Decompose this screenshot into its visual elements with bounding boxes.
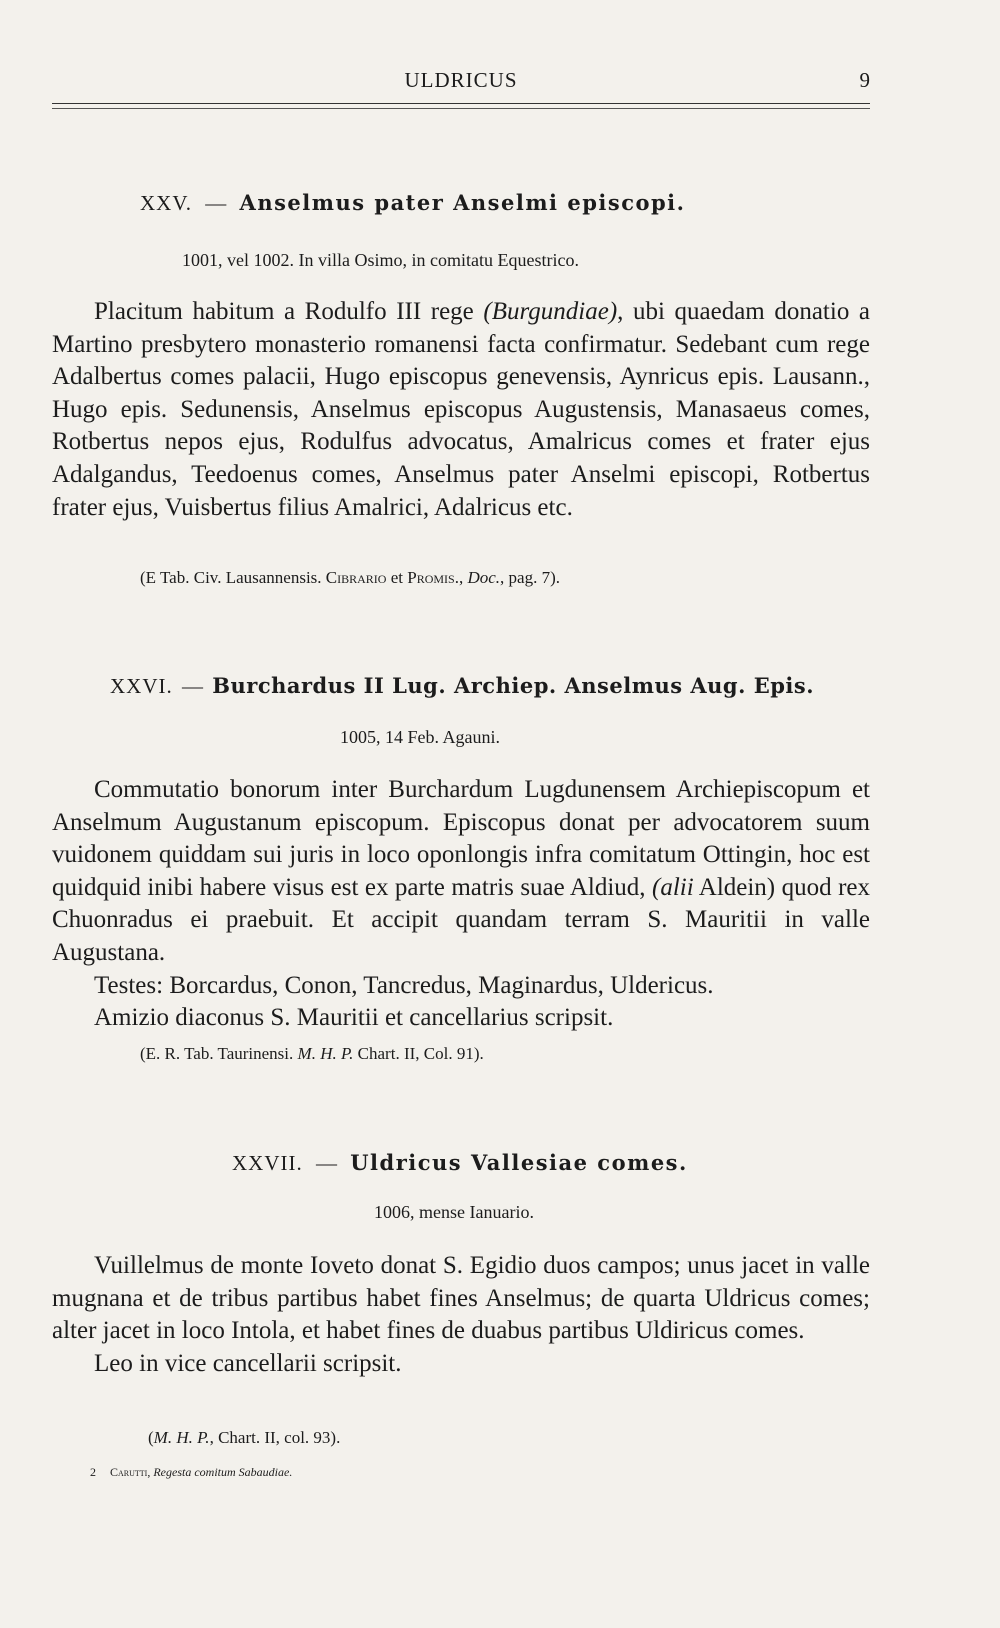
paragraph xyxy=(52,774,870,970)
text-run: Placitum habitum a Rodulfo III rege xyxy=(94,298,484,325)
section-number: XXVI. xyxy=(110,674,173,698)
page-number: 9 xyxy=(859,68,870,92)
running-title: ULDRICUS xyxy=(404,68,518,92)
source-work: Doc. xyxy=(467,568,501,587)
paragraph: Leo in vice cancellarii scripsit. xyxy=(94,1349,402,1377)
paragraph: Vuillelmus de monte Ioveto donat S. Egidio duos campos; unus jacet in valle mugnana et de tribus partibus habet fines Anselmus; de quarta Uldricus comes; alter jacet in loco Intola, et habet fines de duabus partibus Uldiricus comes. xyxy=(52,1252,870,1345)
footnote-author: Carutti xyxy=(110,1465,148,1479)
source-text: (E. R. Tab. Taurinensi. xyxy=(140,1044,298,1063)
paragraph: Testes: Borcardus, Conon, Tancredus, Maginardus, Uldericus. xyxy=(94,971,714,999)
source-text: ., xyxy=(454,568,468,587)
section-27-dateline: 1006, mense Ianuario. xyxy=(374,1202,534,1222)
footnote-work: Regesta comitum Sabaudiae. xyxy=(153,1465,293,1479)
section-27-heading xyxy=(232,1150,688,1176)
section-27-body xyxy=(52,1250,870,1380)
source-text: , Chart. II, col. 93). xyxy=(209,1428,341,1447)
section-25-body xyxy=(52,296,870,524)
source-text: , pag. 7). xyxy=(500,568,561,587)
section-title: Anselmus pater Anselmi episcopi. xyxy=(239,190,686,215)
source-text: (E Tab. Civ. Lausannensis. xyxy=(140,568,326,587)
header-rule-secondary xyxy=(52,108,870,109)
section-26-source xyxy=(140,1044,484,1064)
section-25-source xyxy=(140,568,560,588)
text-run: , ubi quaedam donatio a Martino presbytero monasterio romanensi facta confirmatur. Sedebant cum rege Adalbertus comes palacii, Hugo episcopus genevensis, Aynricus epis. Lausann., Hugo epis. Sedunensis, Anselmus episcopus Augustensis, Manasaeus comes, Rotbertus nepos ejus, Rodulfus advocatus, Amalricus comes et frater ejus Adalgandus, Teedoenus comes, Anselmus pater Anselmi episcopi, Rotbertus frater ejus, Vuisbertus filius Amalrici, Adalricus etc. xyxy=(52,298,870,521)
paragraph xyxy=(52,296,870,524)
source-author: Cibrario xyxy=(325,568,387,587)
footnote-marker: 2 xyxy=(90,1465,96,1479)
heading-dash: — xyxy=(205,191,227,215)
source-work: M. H. P. xyxy=(297,1044,354,1063)
section-27-source xyxy=(148,1428,340,1448)
footnote-text: , xyxy=(147,1465,154,1479)
source-author: Promis xyxy=(407,568,455,587)
heading-dash: — xyxy=(315,1151,337,1175)
section-26-heading xyxy=(110,673,814,699)
italic-text: (Burgundiae) xyxy=(483,298,618,325)
source-text: ( xyxy=(148,1428,154,1447)
section-title: Uldricus Vallesiae comes. xyxy=(350,1150,688,1175)
section-26-dateline: 1005, 14 Feb. Agauni. xyxy=(340,727,500,747)
section-number: XXV. xyxy=(140,191,193,215)
italic-text: (alii xyxy=(652,873,694,901)
source-work: M. H. P. xyxy=(153,1428,210,1447)
paragraph: Amizio diaconus S. Mauritii et cancellarius scripsit. xyxy=(94,1004,614,1032)
heading-dash: — xyxy=(182,674,203,698)
section-26-body xyxy=(52,774,870,1035)
section-25-heading xyxy=(140,190,685,216)
source-text: Chart. II, Col. 91). xyxy=(353,1044,484,1063)
section-25-dateline: 1001, vel 1002. In villa Osimo, in comitatu Equestrico. xyxy=(182,250,579,270)
running-head xyxy=(52,62,870,102)
section-number: XXVII. xyxy=(232,1151,303,1175)
footnote xyxy=(90,1465,292,1480)
section-title: Burchardus II Lug. Archiep. Anselmus Aug. Epis. xyxy=(212,673,815,698)
source-text: et xyxy=(386,568,408,587)
header-rule xyxy=(52,103,870,104)
text-run: Commutatio bonorum inter Burchardum Lugdunensem Archiepiscopum et Anselmum Augustanum episcopum. Episcopus donat per advocatorem suum vuidonem quiddam sui juris in loco oponlongis infra comitatum Ottingin, hoc est quidquid inibi habere visus est ex parte matris suae Aldiud, xyxy=(52,776,870,901)
text-run: Aldein) quod rex Chuonradus ei praebuit. Et accipit quandam terram S. Mauritii in valle Augustana. xyxy=(52,873,870,966)
